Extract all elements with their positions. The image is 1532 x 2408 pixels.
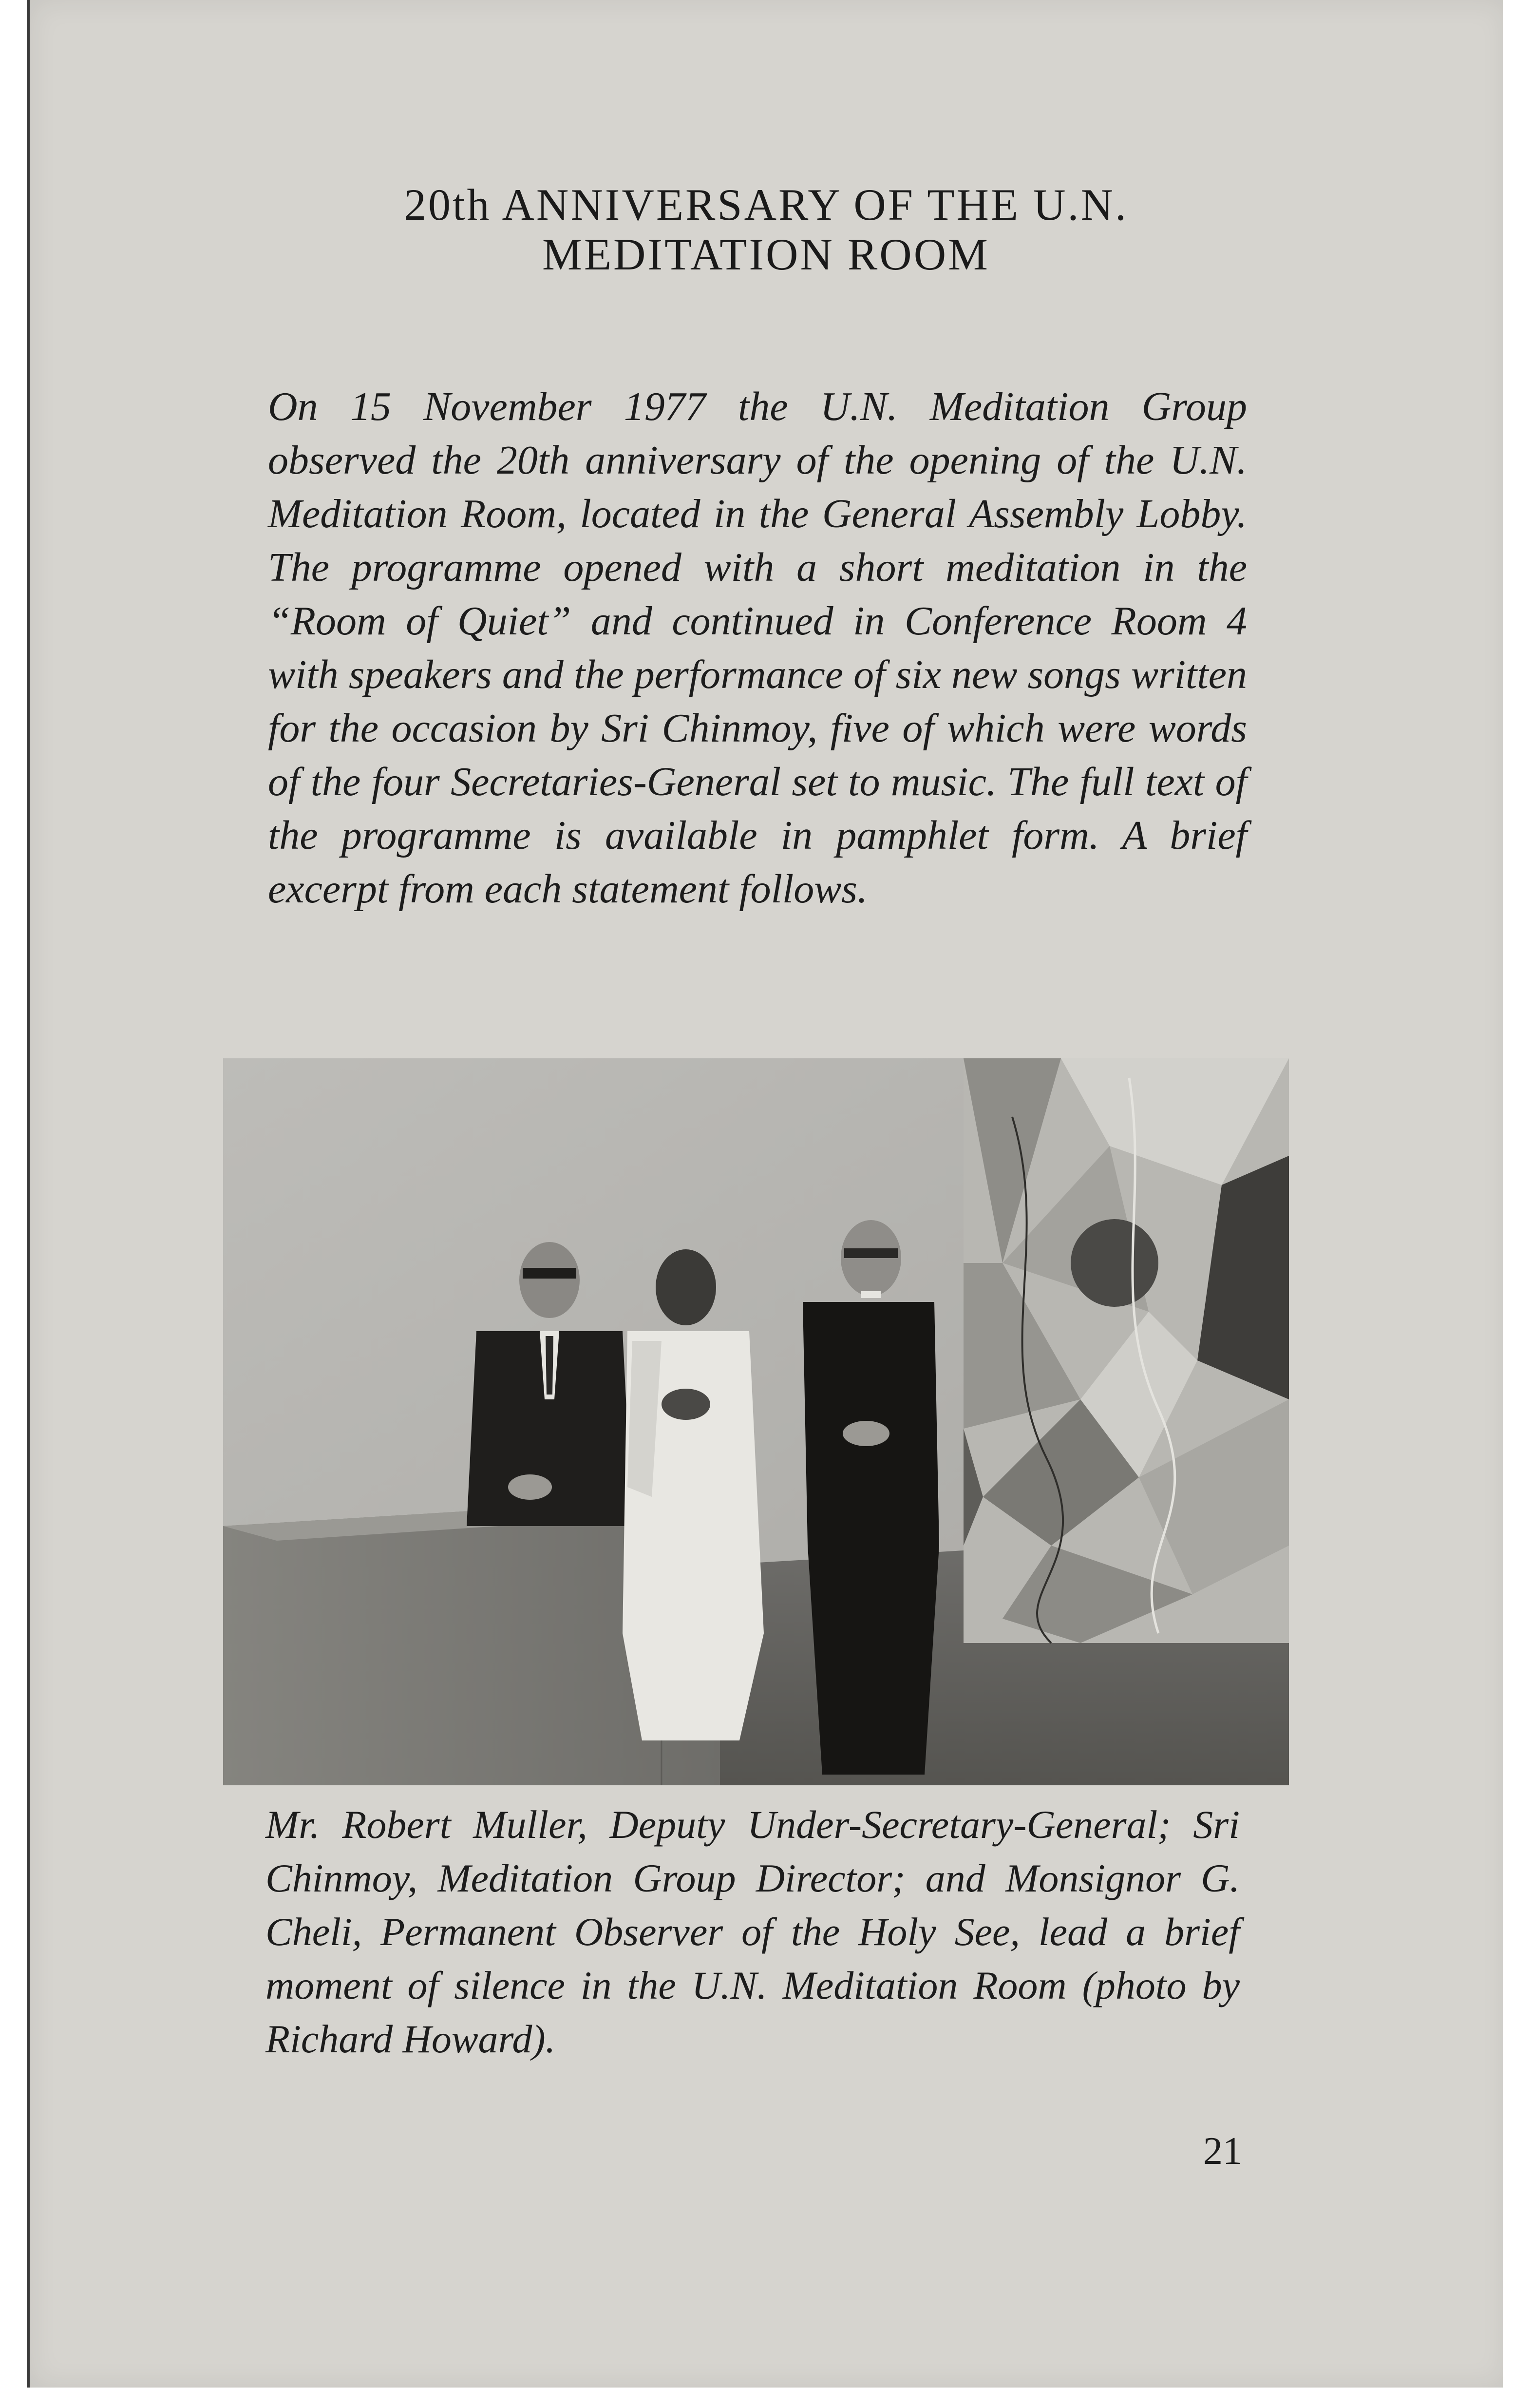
- page-margin: [1503, 0, 1532, 2408]
- intro-paragraph: On 15 November 1977 the U.N. Meditation Group observed the 20th anniversary of the opening of the U.N. Meditation Room, located in the General Assembly Lobby. The programme opened with a short meditation in the “Room of Quiet” and continued in Conference Room 4 with speakers and the performance of six new songs written for the occasion by Sri Chinmoy, five of which were words of the four Secretaries-General set to music. The full text of the programme is available in pamphlet form. A brief excerpt from each statement follows.: [268, 384, 1247, 912]
- page-number: 21: [1203, 2130, 1242, 2173]
- photo: [223, 1058, 1289, 1785]
- abstract-mural: [964, 1058, 1289, 1643]
- person-right: [803, 1220, 939, 1775]
- photo-caption: Mr. Robert Muller, Deputy Under-Secretary-General; Sri Chinmoy, Meditation Group Director; and Monsignor G. Cheli, Permanent Observer of the Holy See, lead a brief moment of silence in the U.N. Meditation Room (photo by Richard Howard).: [265, 1802, 1240, 2061]
- photo-illustration: [223, 1058, 1289, 1785]
- page-title-line-1: 20th ANNIVERSARY OF THE U.N.: [403, 180, 1128, 229]
- page-title-line-2: MEDITATION ROOM: [542, 229, 990, 279]
